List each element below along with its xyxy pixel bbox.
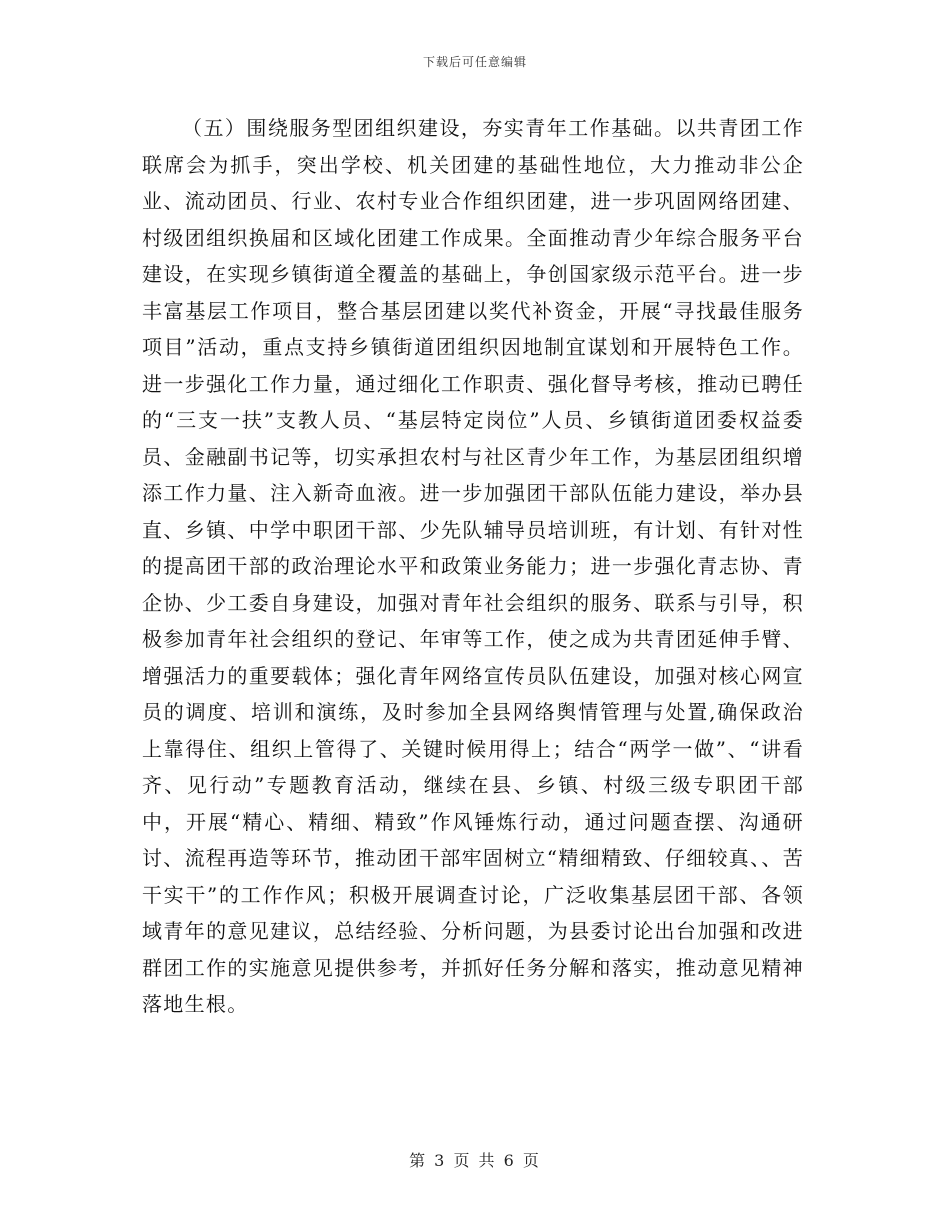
header-note: 下载后可任意编辑 (422, 55, 527, 69)
page-number-footer: 第 3 页 共 6 页 (409, 1151, 541, 1170)
body-paragraph: （五）围绕服务型团组织建设，夯实青年工作基础。以共青团工作联席会为抓手，突出学校、机关团建的基础性地位，大力推动非公企业、流动团员、行业、农村专业合作组织团建，进一步巩固网络团建、村级团组织换届和区域化团建工作成果。全面推动青少年综合服务平台建设，在实现乡镇街道全覆盖的基础上，争创国家级示范平台。进一步丰富基层工作项目，整合基层团建以奖代补资金，开展“寻找最佳服务项目”活动，重点支持乡镇街道团组织因地制宜谋划和开展特色工作。进一步强化工作力量，通过细化工作职责、强化督导考核，推动已聘任的“三支一扶”支教人员、“基层特定岗位”人员、乡镇街道团委权益委员、金融副书记等，切实承担农村与社区青少年工作，为基层团组织增添工作力量、注入新奇血液。进一步加强团干部队伍能力建设，举办县直、乡镇、中学中职团干部、少先队辅导员培训班，有计划、有针对性的提高团干部的政治理论水平和政策业务能力；进一步强化青志协、青企协、少工委自身建设，加强对青年社会组织的服务、联系与引导，积极参加青年社会组织的登记、年审等工作，使之成为共青团延伸手臂、增强活力的重要载体；强化青年网络宣传员队伍建设，加强对核心网宣员的调度、培训和演练，及时参加全县网络舆情管理与处置,确保政治上靠得住、组织上管得了、关键时候用得上；结合“两学一做”、“讲看齐、见行动”专题教育活动，继续在县、乡镇、村级三级专职团干部中，开展“精心、精细、精致”作风锤炼行动，通过问题查摆、沟通研讨、流程再造等环节，推动团干部牢固树立“精细精致、仔细较真、、苦干实干”的工作作风；积极开展调查讨论，广泛收集基层团干部、各领域青年的意见建议，总结经验、分析问题，为县委讨论出台加强和改进群团工作的实施意见提供参考，并抓好任务分解和落实，推动意见精神落地生根。 (142, 116, 804, 1016)
